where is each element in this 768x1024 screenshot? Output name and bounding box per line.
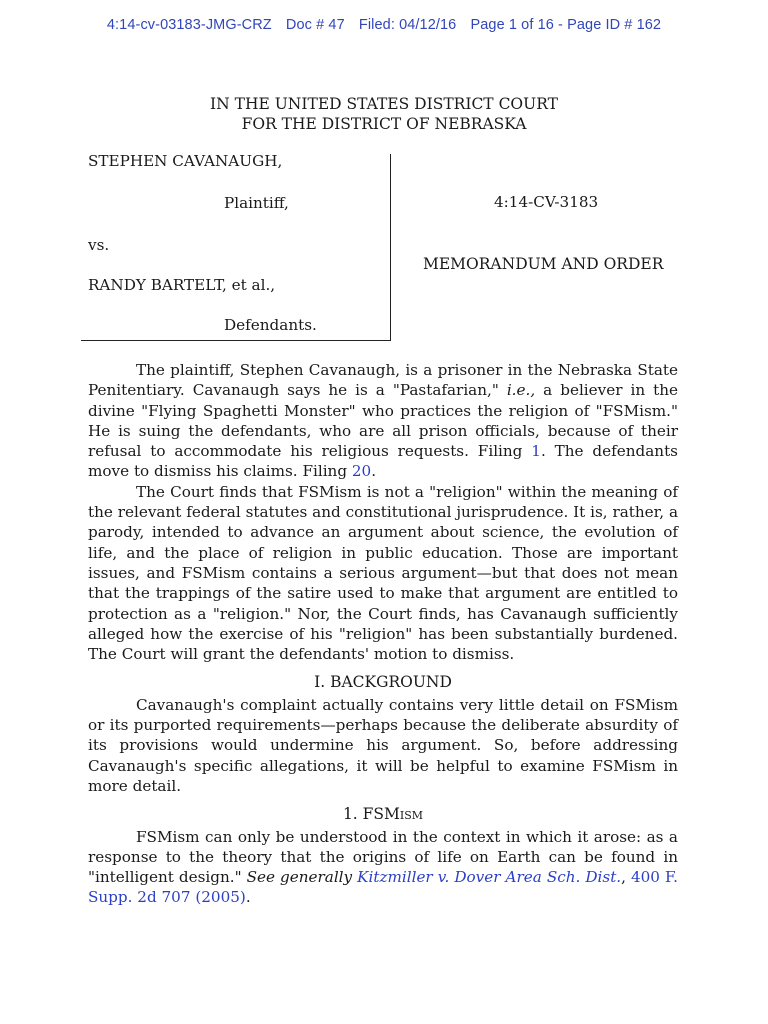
ie-abbrev: i.e., [506, 381, 536, 400]
plaintiff-name: STEPHEN CAVANAUGH, [88, 152, 283, 170]
subsection-heading-fsmism: 1. FSMism [342, 805, 424, 824]
document-body [88, 360, 678, 908]
defendant-name: RANDY BARTELT, [88, 276, 227, 294]
header-doc-number: Doc # 47 [285, 17, 345, 33]
filing-1-link[interactable]: 1 [531, 442, 541, 461]
header-filed-date: Filed: 04/12/16 [358, 17, 457, 33]
et-al: et al., [231, 276, 276, 294]
paragraph-3: Cavanaugh's complaint actually contains very little detail on FSMism or its purported requirements—perhaps because the deliberate absurdity of its provisions would undermine his argument. So, before addressing Cavanaugh's specific allegations, it will be helpful to examine FSMism in more detail. [88, 695, 678, 795]
section-heading-background: I. BACKGROUND [314, 673, 452, 692]
court-line-2: FOR THE DISTRICT OF NEBRASKA [241, 115, 527, 133]
paragraph-2: The Court finds that FSMism is not a "religion" within the meaning of the relevant federal statutes and constitutional jurisprudence. It is, rather, a parody, intended to advance an argument about science, the evolution of life, and the place of religion in public education. Those are important issues, and FSMism contains a serious argument—but that does not mean that the trappings of the satire used to make that argument are entitled to protection as a "religion." Nor, the Court finds, has Cavanaugh sufficiently alleged how the exercise of his "religion" has been substantially burdened. The Court will grant the defendants' motion to dismiss. [88, 482, 678, 664]
header-page-info: Page 1 of 16 - Page ID # 162 [470, 17, 662, 33]
plaintiff-label: Plaintiff, [224, 194, 289, 212]
court-title [0, 94, 768, 134]
header-case-number: 4:14-cv-03183-JMG-CRZ [106, 17, 272, 33]
caption-horizontal-divider [81, 340, 391, 341]
filing-20-link[interactable]: 20 [351, 462, 372, 481]
paragraph-4: FSMism can only be understood in the context in which it arose: as a response to the theory that the origins of life on Earth can be found in "intelligent design." See generally Kitzmiller v. Dover Area Sch. Dist., 400 F. Supp. 2d 707 (2005). [88, 827, 678, 907]
caption-vertical-divider [390, 154, 391, 340]
versus-label: vs. [88, 236, 110, 254]
kitzmiller-citation-link[interactable]: 400 F. Supp. 2d 707 (2005) [88, 868, 678, 907]
ecf-header [0, 17, 768, 33]
document-title: MEMORANDUM AND ORDER [423, 255, 664, 273]
defendant-label: Defendants. [224, 316, 317, 334]
defendant-line [88, 276, 275, 294]
court-line-1: IN THE UNITED STATES DISTRICT COURT [210, 95, 558, 113]
kitzmiller-case-link[interactable]: Kitzmiller v. Dover Area Sch. Dist. [357, 868, 622, 887]
case-number: 4:14-CV-3183 [494, 193, 599, 211]
paragraph-1: The plaintiff, Stephen Cavanaugh, is a prisoner in the Nebraska State Penitentiary. Cavanaugh says he is a "Pastafarian," i.e., a believer in the divine "Flying Spaghetti Monster" who practices the religion of "FSMism." He is suing the defendants, who are all prison officials, because of their refusal to accommodate his religious requests. Filing 1. The defendants move to dismiss his claims. Filing 20. [88, 361, 678, 481]
